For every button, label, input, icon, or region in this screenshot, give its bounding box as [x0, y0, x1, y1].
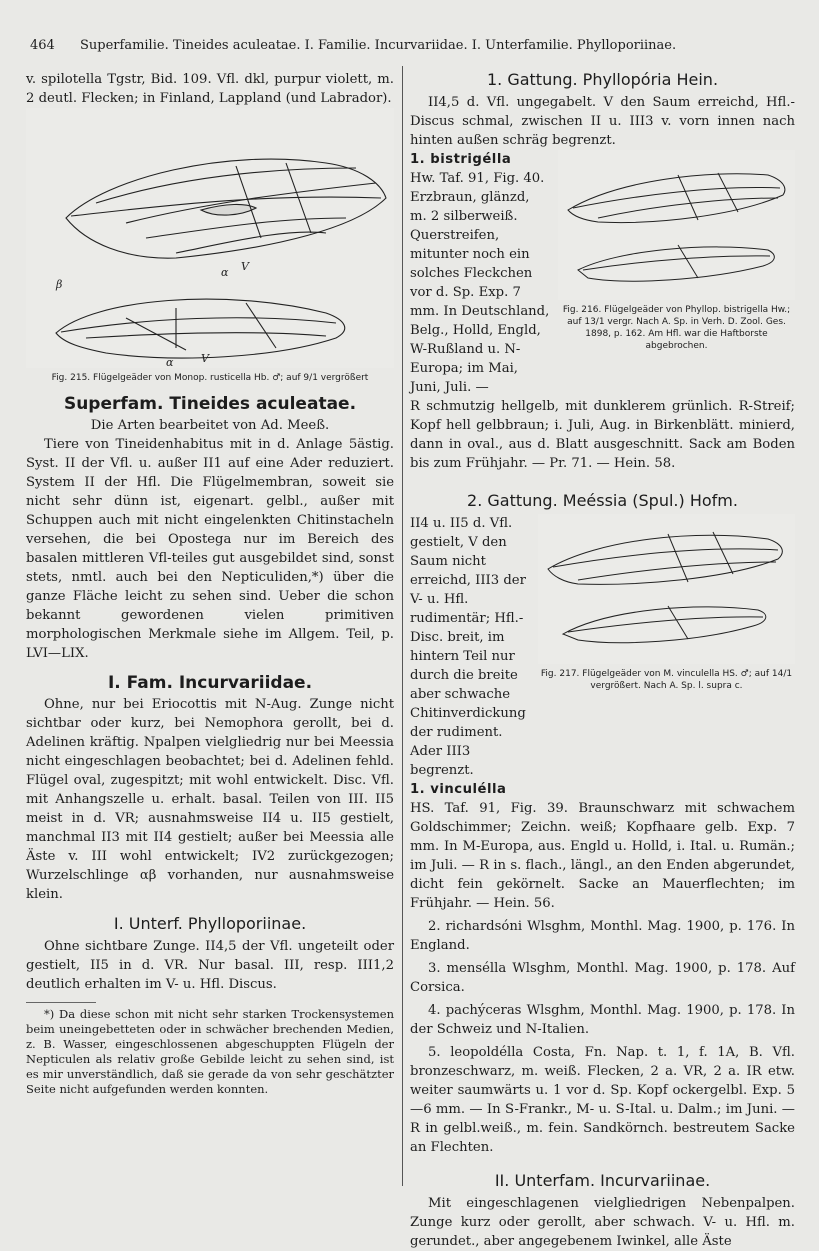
species4: 3. mensélla Wlsghm, Monthl. Mag. 1900, p. 178. Auf Corsica. — [410, 961, 795, 995]
species6: 5. leopoldélla Costa, Fn. Nap. t. 1, f. 1A, B. Vfl. bronzeschwarz, m. weiß. Flecken, 2 a. VR, 2 a. IR etw. weiter saumwärts u. 1 vor d. Sp. Kopf ockergelbl. Exp. 5—6 mm. — In S-Frankr., M- u. S-Ital. u. Dalm.; im Juni. — R in gelbl.weiß., m. fein. Sandkörnch. bestreutem Sacke an Flechten. — [410, 1045, 795, 1155]
page-header — [30, 38, 789, 53]
gattung1-title: 1. Gattung. Phyllopória Hein. — [486, 70, 719, 89]
superfam-title: Superfam. Tineides aculeatae. — [63, 394, 357, 414]
label-alpha-fore: α — [221, 266, 229, 279]
species1-description: Hw. Taf. 91, Fig. 40. Erzbraun, glänzd, m. 2 silberweiß. Querstreifen, mitunter noch ein solches Fleckchen vor d. Sp. Exp. 7 mm. In Deutschland, Belg., Holld, Engld, W-Rußland u. N-Europa; im Mai, Juni, Juli. — — [410, 171, 550, 395]
gattung2-text-block — [410, 514, 530, 799]
species1-text-block — [410, 150, 550, 397]
species1-block — [410, 150, 795, 397]
figure-216-wing-venation — [558, 150, 795, 300]
label-beta: β — [56, 278, 63, 291]
unterf-title: I. Unterf. Phylloporiinae. — [113, 914, 307, 933]
fam-text: Ohne, nur bei Eriocottis mit N-Aug. Zunge nicht sichtbar oder kurz, bei Nemophora gerollt, bei d. Adelinen kräftig. Npalpen vielgliedrig nur bei Meessia nicht eingeschlagen beobachtet; bei d. Adelinen fehld. Flügel oval, zugespitzt; mit wohl entwickelt. Disc. Vfl. mit Anhangszelle u. erhalt. basal. Teilen von III. II5 meist in d. VR; ausnahmsweise II4 u. II5 gestielt, manchmal II3 mit II4 gestielt; außer bei Meessia alle Äste v. III wohl entwickelt; IV2 zurückgezogen; Wurzelschlinge αβ vorhanden, nur ausnahmsweise klein. — [26, 697, 394, 902]
species3: 2. richardsóni Wlsghm, Monthl. Mag. 1900, p. 176. In England. — [410, 919, 795, 953]
species2-name — [410, 780, 530, 799]
label-alpha-hind: α — [166, 356, 174, 368]
label-v-hind: V — [201, 352, 209, 365]
gattung1-text: II4,5 d. Vfl. ungegabelt. V den Saum erreichd, Hfl.-Discus schmal, zwischen II u. III3 v. vorn innen nach hinten außen schräg begrenzt. — [410, 95, 795, 148]
fig215-caption: Fig. 215. Flügelgeäder von Monop. rusticella Hb. ♂; auf 9/1 vergrößert — [51, 373, 369, 383]
left-column — [26, 70, 394, 1097]
page-number: 464 — [30, 38, 55, 53]
footnote: *) Da diese schon mit nicht sehr starken Trockensystemen beim uneingebetteten oder in schwächer brechenden Medien, z. B. Wasser, eingeschlossenen abgeschuppten Flügeln der Nepticulen als relativ große Gebilde leicht zu sehen sind, ist es mir unverständlich, daß sie gerade da von sehr geschätzter Seite nicht aufgefunden werden konnten. — [26, 1007, 394, 1096]
label-v-fore: V — [241, 260, 249, 273]
fam-title: I. Fam. Incurvariidae. — [107, 673, 313, 693]
running-title: Superfamilie. Tineides aculeatae. I. Familie. Incurvariidae. I. Unterfamilie. Phylloporiinae. — [80, 38, 677, 53]
figure-215-wing-venation — [26, 108, 394, 368]
footnote-rule — [26, 1002, 96, 1003]
species5: 4. pachýceras Wlsghm, Monthl. Mag. 1900, p. 178. In der Schweiz und N-Italien. — [410, 1003, 795, 1037]
figure-216-block — [558, 150, 795, 397]
figure-217-block — [538, 514, 795, 799]
unterf-text: Ohne sichtbare Zunge. II4,5 der Vfl. ungeteilt oder gestielt, II5 in d. VR. Nur basal. III, resp. III1,2 deutlich erhalten im V- u. Hfl. Discus. — [26, 939, 394, 992]
superfam-author: Die Arten bearbeitet von Ad. Meeß. — [90, 418, 330, 433]
figure-217-wing-venation — [538, 514, 795, 664]
species2-description: HS. Taf. 91, Fig. 39. Braunschwarz mit schwachem Goldschimmer; Zeichn. weiß; Kopfhaare gelb. Exp. 7 mm. In M-Europa, aus. Engld u. Holld, i. Ital. u. Rumän.; im Juli. — R in s. flach., längl., an den Enden abgerundet, dicht fein gekörnelt. Sacke an Mauerflechten; im Frühjahr. — Hein. 56. — [410, 801, 795, 911]
hindwing-outline — [56, 299, 345, 358]
gattung2-title: 2. Gattung. Meéssia (Spul.) Hofm. — [467, 491, 738, 510]
right-column — [410, 70, 795, 1251]
intro-paragraph: v. spilotella Tgstr, Bid. 109. Vfl. dkl, purpur violett, m. 2 deutl. Flecken; in Finland, Lappland (und Labrador). — [26, 72, 394, 106]
column-divider — [402, 66, 403, 1186]
superfam-text: Tiere von Tineidenhabitus mit in d. Anlage 5ästig. Syst. II der Vfl. u. außer II1 auf eine Ader reduziert. System II der Hfl. Die Flügelmembran, soweit sie nicht sehr dünn ist, eigenart. gelbl., außer mit Schuppen auch mit nicht eingelenkten Chitinstacheln versehen, die bei Opostega nur im Bereich des basalen mittleren Vfl-teiles gut ausgebildet sind, sonst stets, nmtl. auch bei den Nepticuliden,*) über die ganze Fläche leicht zu sehen sind. Ueber die schon bekannt gewordenen vielen primitiven morphologischen Merkmale siehe im Allgem. Teil, p. LVI—LIX. — [26, 437, 394, 661]
species1-description-cont: R schmutzig hellgelb, mit dunklerem grünlich. R-Streif; Kopf hell gelbbraun; i. Juli, Aug. in Birkenblätt. minierd, dann in oval., aus d. Blatt ausgeschnitt. Sack am Boden bis zum Frühjahr. — Pr. 71. — Hein. 58. — [410, 399, 795, 471]
species2-name-text: 1. vinculélla — [410, 782, 507, 797]
fig217-caption: Fig. 217. Flügelgeäder von M. vinculella HS. ♂; auf 14/1 vergrößert. Nach A. Sp. l. supra c. — [540, 669, 793, 691]
gattung2-block — [410, 514, 795, 799]
species1-name — [410, 150, 550, 169]
gattung2-text: II4 u. II5 d. Vfl. gestielt, V den Saum nicht erreichd, III3 der V- u. Hfl. rudimentär; Hfl.-Disc. breit, im hintern Teil nur durch die breite aber schwache Chitinverdickung der rudiment. Ader III3 begrenzt. — [410, 516, 526, 778]
species1-name-text: 1. bistrigélla — [410, 152, 512, 167]
unterf2-title: II. Unterfam. Incurvariinae. — [494, 1171, 711, 1190]
unterf2-text: Mit eingeschlagenen vielgliedrigen Nebenpalpen. Zunge kurz oder gerollt, aber schwach. V- u. Hfl. m. gerundet., aber angegebenem Iwinkel, alle Äste — [410, 1196, 795, 1249]
fig216-caption: Fig. 216. Flügelgeäder von Phyllop. bistrigella Hw.; auf 13/1 vergr. Nach A. Sp. in Verh. D. Zool. Ges. 1898, p. 162. Am Hfl. war die Haftborste abgebrochen. — [562, 305, 791, 351]
